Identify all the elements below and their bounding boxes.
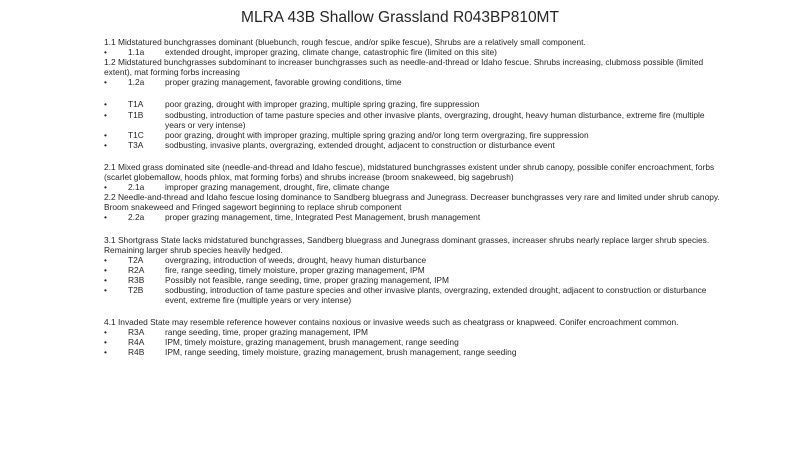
restoration-r4a bbox=[104, 337, 724, 347]
bullet: • bbox=[104, 139, 107, 150]
restoration-code: R4A bbox=[128, 337, 145, 348]
pathway-code: 2.2a bbox=[128, 212, 145, 223]
bullet: • bbox=[104, 254, 107, 265]
transition-code: T2B bbox=[128, 284, 144, 295]
state-3-1-description: 3.1 Shortgrass State lacks midstatured bunchgrasses, Sandberg bluegrass and Junegrass dominant grasses, increaser shrubs nearly replace larger shrub species. Remaining larger shrub species heavily hedged. bbox=[104, 234, 710, 255]
state-4-1-description: 4.1 Invaded State may resemble reference however contains noxious or invasive weeds such as cheatgrass or knapweed. Conifer encroachment common. bbox=[104, 317, 679, 328]
bullet: • bbox=[104, 284, 107, 295]
transition-text: overgrazing, introduction of weeds, drought, heavy human disturbance bbox=[165, 254, 427, 265]
restoration-r2a bbox=[104, 265, 724, 275]
bullet: • bbox=[104, 129, 107, 140]
transition-t2a bbox=[104, 255, 724, 265]
bullet: • bbox=[104, 99, 107, 110]
transition-t1a bbox=[104, 99, 724, 109]
bullet: • bbox=[104, 337, 107, 348]
bullet: • bbox=[104, 109, 107, 120]
bullet: • bbox=[104, 347, 107, 358]
transition-text: sodbusting, invasive plants, overgrazing, extended drought, adjacent to construction or disturbance event bbox=[165, 139, 555, 150]
pathway-2-2a bbox=[104, 212, 724, 222]
restoration-text: range seeding, time, proper grazing management, IPM bbox=[165, 327, 368, 338]
transition-text: poor grazing, drought with improper grazing, multiple spring grazing, fire suppression bbox=[165, 99, 480, 110]
restoration-r4b bbox=[104, 347, 724, 357]
state-2-1-description: 2.1 Mixed grass dominated site (needle-and-thread and Idaho fescue), midstatured bunchgrasses existent under shrub canopy, possible conifer encroachment, forbs (scarlet globemallow, hoods phlox, mat forming forbs) and shrubs increase (broom snakeweed, big sagebrush) bbox=[104, 161, 715, 183]
restoration-text: IPM, timely moisture, grazing management, brush management, range seeding bbox=[165, 337, 459, 348]
restoration-text: fire, range seeding, timely moisture, proper grazing management, IPM bbox=[165, 264, 425, 275]
restoration-code: R3B bbox=[128, 274, 145, 285]
transition-text: sodbusting, introduction of tame pasture species and other invasive plants, overgrazing, drought, heavy human disturbance, extreme fire (multiple years or very intense) bbox=[165, 109, 705, 130]
pathway-text: extended drought, improper grazing, climate change, catastrophic fire (limited on this site) bbox=[165, 47, 497, 58]
pathway-code: 1.2a bbox=[128, 77, 145, 88]
pathway-text: proper grazing management, time, Integrated Pest Management, brush management bbox=[165, 212, 481, 223]
restoration-text: IPM, range seeding, timely moisture, grazing management, brush management, range seeding bbox=[165, 347, 517, 358]
bullet: • bbox=[104, 47, 107, 58]
restoration-text: Possibly not feasible, range seeding, time, proper grazing management, IPM bbox=[165, 274, 449, 285]
transition-code: T1A bbox=[128, 99, 144, 110]
pathway-code: 2.1a bbox=[128, 182, 145, 193]
transition-code: T1B bbox=[128, 109, 144, 120]
pathway-text: proper grazing management, favorable growing conditions, time bbox=[165, 77, 402, 88]
state-2-2-description: 2.2 Needle-and-thread and Idaho fescue losing dominance to Sandberg bluegrass and Junegrass. Decreaser bunchgrasses very rare and limited under shrub canopy. Broom snakeweed and Fringed sagewort beginning to replace shrub component bbox=[104, 192, 720, 213]
pathway-1-2a bbox=[104, 77, 724, 87]
transition-code: T3A bbox=[128, 139, 144, 150]
pathway-2-1a bbox=[104, 182, 724, 192]
slide-content bbox=[104, 37, 724, 358]
bullet: • bbox=[104, 274, 107, 285]
pathway-1-1a bbox=[104, 47, 724, 57]
pathway-code: 1.1a bbox=[128, 47, 145, 58]
bullet: • bbox=[104, 327, 107, 338]
restoration-code: R4B bbox=[128, 347, 145, 358]
transition-code: T1C bbox=[128, 129, 144, 140]
transition-t1b bbox=[104, 110, 724, 130]
bullet: • bbox=[104, 264, 107, 275]
transition-t2b bbox=[104, 285, 724, 305]
bullet: • bbox=[104, 182, 107, 193]
restoration-code: R2A bbox=[128, 264, 145, 275]
pathway-text: improper grazing management, drought, fire, climate change bbox=[165, 182, 390, 193]
restoration-r3a bbox=[104, 327, 724, 337]
state-1-1-description: 1.1 Midstatured bunchgrasses dominant (bluebunch, rough fescue, and/or spike fescue), Shrubs are a relatively small component. bbox=[104, 37, 586, 47]
restoration-code: R3A bbox=[128, 327, 145, 338]
slide-title: MLRA 43B Shallow Grassland R043BP810MT bbox=[241, 9, 559, 26]
transition-code: T2A bbox=[128, 254, 144, 265]
bullet: • bbox=[104, 77, 107, 88]
transition-text: sodbusting, introduction of tame pasture species and other invasive plants, overgrazing, extended drought, adjacent to construction or disturbance event, extreme fire (multiple years or very intense) bbox=[165, 284, 707, 306]
transition-t3a bbox=[104, 140, 724, 150]
transition-t1c bbox=[104, 130, 724, 140]
bullet: • bbox=[104, 212, 107, 223]
restoration-r3b bbox=[104, 275, 724, 285]
transition-text: poor grazing, drought with improper grazing, multiple spring grazing and/or long term overgrazing, fire suppression bbox=[165, 129, 589, 140]
state-1-2-description: 1.2 Midstatured bunchgrasses subdominant to increaser bunchgrasses such as needle-and-thread or Idaho fescue. Shrubs increasing, clubmoss possible (limited extent), mat forming forbs increasing bbox=[104, 57, 704, 78]
